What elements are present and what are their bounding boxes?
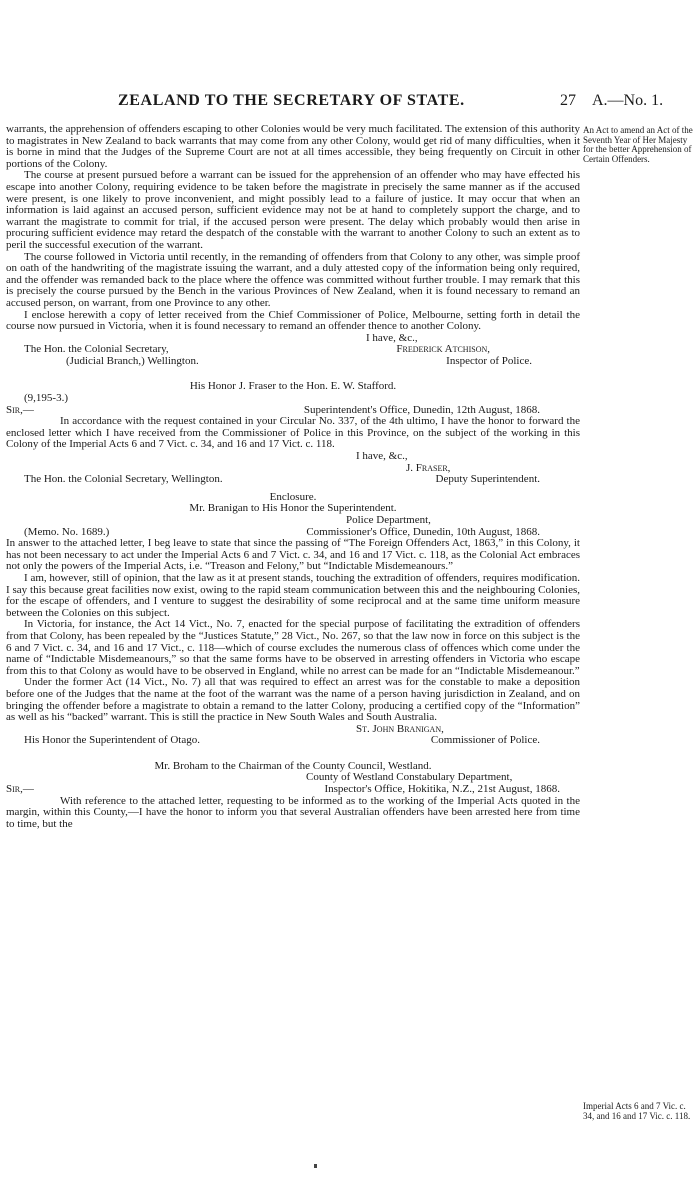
paragraph: With reference to the attached letter, requesting to be informed as to the working of the Imperial Acts quoted in the margin, within this County,—I have the honor to inform you that several Australian offenders have been arrested here from time to time, but the — [6, 794, 580, 830]
print-mark — [314, 1164, 317, 1168]
letter-heading: His Honor J. Fraser to the Hon. E. W. Stafford. — [189, 380, 397, 393]
memo-number: (Memo. No. 1689.) — [24, 525, 110, 538]
letter-heading: Mr. Broham to the Chairman of the County Council, Westland. — [154, 759, 432, 772]
addressee: His Honor the Superintendent of Otago. — [24, 734, 200, 747]
signature-block — [6, 735, 580, 747]
margin-note-imperial-acts: Imperial Acts 6 and 7 Vic. c. 34, and 16 and 17 Vic. c. 118. — [583, 1101, 691, 1121]
paragraph: Under the former Act (14 Vict., No. 7) all that was required to effect an arrest was for the constable to make a deposition before one of the Judges that the name at the foot of the warrant was the name of a person having jurisdiction in Zealand, and on bringing the offender before a magistrate to obtain a remand to the latter Colony, producing a certified copy of the “Information” as well as his “backed” warrant. This is still the practice in New South Wales and South Australia. — [6, 676, 580, 724]
salutation: Sir,— — [6, 783, 34, 796]
signature-title: Inspector of Police. — [446, 354, 532, 367]
closing: I have, &c., — [356, 450, 408, 463]
paragraph: In accordance with the request contained in your Circular No. 337, of the 4th ultimo, I have the honor to forward the enclosed letter which I have received from the Commissioner of Police in this Province, on the subject of the working in this Colony of the Imperial Acts 6 and 7 Vict. c. 34, and 16 and 17 Vict. c. 118. — [6, 415, 580, 451]
letter-heading: Mr. Branigan to His Honor the Superintendent. — [189, 502, 397, 515]
signature: St. John Branigan, — [356, 722, 444, 735]
signature-block — [6, 356, 580, 368]
signature-title: Deputy Superintendent. — [435, 473, 540, 486]
paragraph: The course followed in Victoria until recently, in the remanding of offenders from that Colony to any other, was simple proof on oath of the handwriting of the magistrate issuing the warrant, and a duly attested copy of the information being only required, and the offender was remanded back to the place where the offence was committed without further trouble. I may remark that this is precisely the course pursued by the Bench in the various Provinces of New Zealand, when it is found necessary to remand an accused person, on warrant, from one Province to any other. — [6, 250, 580, 309]
page-number: 27 — [560, 92, 576, 109]
department: Police Department, — [346, 514, 431, 526]
reference-number: (9,195-3.) — [24, 392, 68, 405]
addressee: The Hon. the Colonial Secretary, Wellington. — [24, 473, 223, 486]
salutation: Sir,— — [6, 403, 34, 416]
signature-title: Commissioner of Police. — [430, 734, 540, 747]
signature: Frederick Atchison, — [396, 343, 490, 356]
paragraph: I am, however, still of opinion, that the law as it at present stands, touching the extradition of offenders, requires modification. I say this because great facilities now exist, owing to the rapid steam communication between this and the neighbouring Colonies, for the escape of offenders, and I venture to suggest the desirability of some reciprocal and at the same time uniform measure between the Colonies on this subject. — [6, 571, 580, 619]
place-date: Superintendent's Office, Dunedin, 12th August, 1868. — [303, 403, 540, 416]
addressee: The Hon. the Colonial Secretary, — [24, 343, 169, 356]
paragraph: In Victoria, for instance, the Act 14 Vict., No. 7, enacted for the special purpose of facilitating the extradition of offenders from that Colony, has been repealed by the “Justices Statute,” 28 Vict., No. 267, so that the law now in force on this subject is the 6 and 7 Vict. c. 34, and 16 and 17 Vict., c. 118—which of course excludes the numerous class of offences which come under the name of “Indictable Misdemeanours,” so that the same forms have to be observed in arresting offenders in Victoria who escape from this to that Colony as would have to be observed in England, while no arrest can be made for an “Indictable Misdemeanour.” — [6, 618, 580, 677]
document-body — [6, 124, 580, 830]
signature: J. Fraser, — [406, 461, 451, 474]
paragraph: In answer to the attached letter, I beg leave to state that since the passing of “The Foreign Offenders Act, 1863,” in this Colony, it has not been necessary to act under the Imperial Acts 6 and 7 Vict. c. 34, and 16 and 17 Vict. c. 118, as the Colonial Act embraces not only the powers of the Imperial Acts, i.e. “Treason and Felony,” but “Indictable Misdemeanours.” — [6, 537, 580, 573]
signature-block — [6, 474, 580, 486]
paper-reference: A.—No. 1. — [592, 92, 664, 109]
paragraph: warrants, the apprehension of offenders escaping to other Colonies would be very much facilitated. The extension of this authority to magistrates in New Zealand to back warrants that may come from any other Colony, would get rid of many difficulties, when it is borne in mind that the Judges of the Supreme Court are not at all times accessible, they being frequently on Circuit in other portions of the Colony. — [6, 123, 580, 170]
enclosure-label: Enclosure. — [269, 490, 317, 503]
closing: I have, &c., — [366, 331, 418, 344]
paragraph: I enclose herewith a copy of letter received from the Chief Commissioner of Police, Melbourne, setting forth in detail the course now pursued in Victoria, when it is found necessary to remand an offender thence to another Colony. — [6, 308, 580, 333]
margin-note-act: An Act to amend an Act of the Seventh Year of Her Majesty for the better Apprehension of Certain Offenders. — [583, 125, 693, 164]
running-title: ZEALAND TO THE SECRETARY OF STATE. — [118, 92, 465, 109]
paragraph: The course at present pursued before a warrant can be issued for the apprehension of an offender who may have effected his escape into another Colony, requiring evidence to be taken before the magistrate in precisely the same manner as if the accused were present, is one likely to prove inconvenient, and might possibly lead to a failure of justice. It may occur that when an information is laid against an accused person, sufficient evidence may not be at hand to completely support the charge, and to warrant the magistrate to commit for trial, if the accused person were present. The delay which probably would then arise in procuring sufficient evidence may retard the despatch of the constable with the warrant to another Colony to such an extent as to peril the successful execution of the warrant. — [6, 169, 580, 251]
salutation-row — [6, 784, 580, 796]
department: County of Westland Constabulary Department, — [306, 771, 513, 784]
place-date: Inspector's Office, Hokitika, N.Z., 21st August, 1868. — [324, 783, 560, 796]
page-header — [0, 92, 700, 116]
place-date: Commissioner's Office, Dunedin, 10th August, 1868. — [306, 525, 540, 538]
addressee: (Judicial Branch,) Wellington. — [66, 354, 199, 367]
